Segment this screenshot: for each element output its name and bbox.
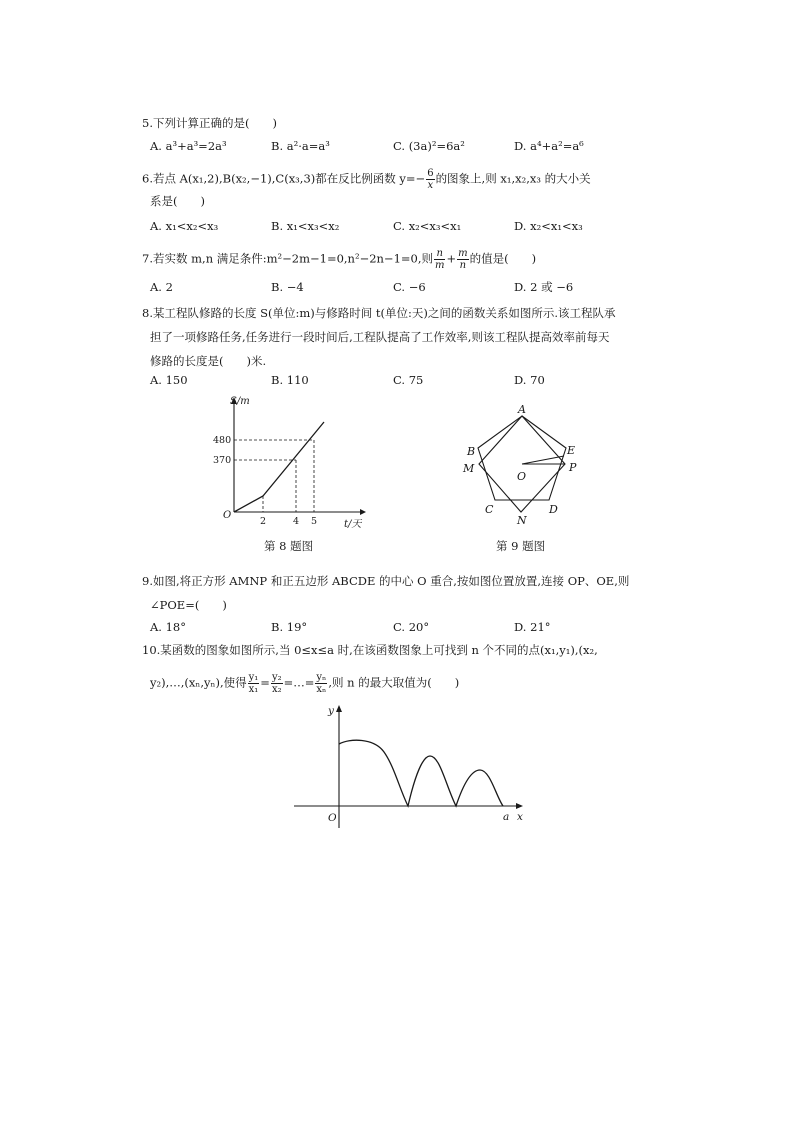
q9-option-d: D. 21°: [514, 620, 551, 634]
q7-option-d: D. 2 或 −6: [514, 280, 574, 294]
fig9-label-p: P: [569, 461, 577, 474]
q7-stem-a: 7.若实数 m,n 满足条件:m²−2m−1=0,n²−2n−1=0,则: [142, 251, 433, 266]
q6-option-d: D. x₂<x₁<x₃: [514, 219, 583, 233]
fig10-xlabel: x: [517, 811, 523, 823]
q9-stem-line2: ∠POE=( ): [150, 598, 227, 612]
q8-option-a: A. 150: [150, 373, 188, 387]
fig8-ylabel: S/m: [230, 396, 250, 407]
fig8-tick-480: 480: [213, 435, 232, 446]
fig10-origin: O: [328, 812, 337, 824]
fig9-segment-oe: [522, 456, 564, 464]
q5-option-c: C. (3a)²=6a²: [393, 139, 465, 153]
q6-fraction: $\frac{6}{x}$: [427, 168, 434, 191]
fig10-y-arrow: [336, 705, 342, 712]
q10-fraction-n: $\frac{\text{yₙ}}{\text{xₙ}}$: [316, 672, 327, 695]
q8-option-d: D. 70: [514, 373, 545, 387]
q8-stem-line3: 修路的长度是( )米.: [150, 354, 267, 368]
figure-9-diagram: [455, 400, 595, 530]
q7-stem-b: 的值是( ): [469, 251, 537, 266]
q9-stem-line1: 9.如图,将正方形 AMNP 和正五边形 ABCDE 的中心 O 重合,按如图位置放置,连接 OP、OE,则: [142, 574, 630, 588]
fig8-x-arrow: [360, 509, 366, 515]
q6-stem-a: 6.若点 A(x₁,2),B(x₂,−1),C(x₃,3)都在反比例函数 y=−: [142, 171, 426, 186]
fig9-label-e: E: [567, 444, 576, 457]
fig9-label-a: A: [518, 403, 526, 416]
q7-stem: 7.若实数 m,n 满足条件:m²−2m−1=0,n²−2n−1=0,则 $\frac{n}{m}$ + $\frac{m}{n}$ 的值是( ): [142, 248, 537, 271]
fig8-function-line: [234, 422, 324, 512]
q7-fraction-n-over-m: $\frac{n}{m}$: [435, 248, 445, 271]
fig10-a-label: a: [503, 811, 510, 823]
q6-option-a: A. x₁<x₂<x₃: [150, 219, 219, 233]
fig10-x-arrow: [516, 803, 523, 809]
fig9-label-o: O: [517, 470, 527, 483]
q5-option-d: D. a⁴+a²=a⁶: [514, 139, 584, 153]
q5-stem: 5.下列计算正确的是( ): [142, 116, 277, 130]
figure-10-graph: [288, 700, 538, 835]
q9-option-a: A. 18°: [150, 620, 186, 634]
fig8-tick-5: 5: [311, 516, 318, 527]
fig8-xlabel: t/天: [344, 519, 362, 530]
fig8-tick-370: 370: [213, 455, 232, 466]
q5-option-a: A. a³+a³=2a³: [150, 139, 227, 153]
q7-option-a: A. 2: [150, 280, 173, 294]
figure-9-caption: 第 9 题图: [496, 539, 546, 553]
fig10-ylabel: y: [328, 705, 334, 717]
fig10-function-curve: [339, 740, 503, 806]
q6-stem-line2: 系是( ): [150, 194, 205, 208]
fig8-tick-2: 2: [260, 516, 267, 527]
q7-option-b: B. −4: [271, 280, 304, 294]
q7-option-c: C. −6: [393, 280, 426, 294]
q8-option-c: C. 75: [393, 373, 424, 387]
fig9-label-d: D: [549, 503, 558, 516]
q9-option-c: C. 20°: [393, 620, 430, 634]
q7-fraction-m-over-n: $\frac{m}{n}$: [458, 248, 468, 271]
q6-stem-b: 的图象上,则 x₁,x₂,x₃ 的大小关: [435, 171, 591, 186]
q8-stem-line2: 担了一项修路任务,任务进行一段时间后,工程队提高了工作效率,则该工程队提高效率前每天: [150, 330, 610, 344]
fig9-label-c: C: [485, 503, 494, 516]
q10-stem-line1: 10.某函数的图象如图所示,当 0≤x≤a 时,在该函数图象上可找到 n 个不同的点(x₁,y₁),(x₂,: [142, 643, 598, 657]
q10-fraction-2: $\frac{\text{y₂}}{\text{x₂}}$: [271, 672, 282, 695]
fig9-label-m: M: [463, 462, 475, 475]
fig9-label-b: B: [467, 445, 476, 458]
fig8-origin: O: [223, 510, 232, 521]
q5-option-b: B. a²·a=a³: [271, 139, 330, 153]
q10-stem-line2: y₂),…,(xₙ,yₙ),使得 $\frac{\text{y₁}}{\text{x₁}}$ = $\frac{\text{y₂}}{\text{x₂}}$ =…= $\frac{\text{yₙ}}{\text{xₙ}}$ ,则 n 的最大取值为( ): [150, 672, 460, 695]
q6-option-c: C. x₂<x₃<x₁: [393, 219, 462, 233]
q10-fraction-1: $\frac{\text{y₁}}{\text{x₁}}$: [248, 672, 259, 695]
figure-8-caption: 第 8 题图: [264, 539, 314, 553]
fig9-label-n: N: [517, 514, 527, 527]
q8-option-b: B. 110: [271, 373, 309, 387]
q8-stem-line1: 8.某工程队修路的长度 S(单位:m)与修路时间 t(单位:天)之间的函数关系如图所示.该工程队承: [142, 306, 616, 320]
q6-option-b: B. x₁<x₃<x₂: [271, 219, 340, 233]
q9-option-b: B. 19°: [271, 620, 308, 634]
fig8-tick-4: 4: [293, 516, 300, 527]
figure-8-graph: [210, 392, 380, 532]
q6-stem-line1: [142, 168, 591, 191]
